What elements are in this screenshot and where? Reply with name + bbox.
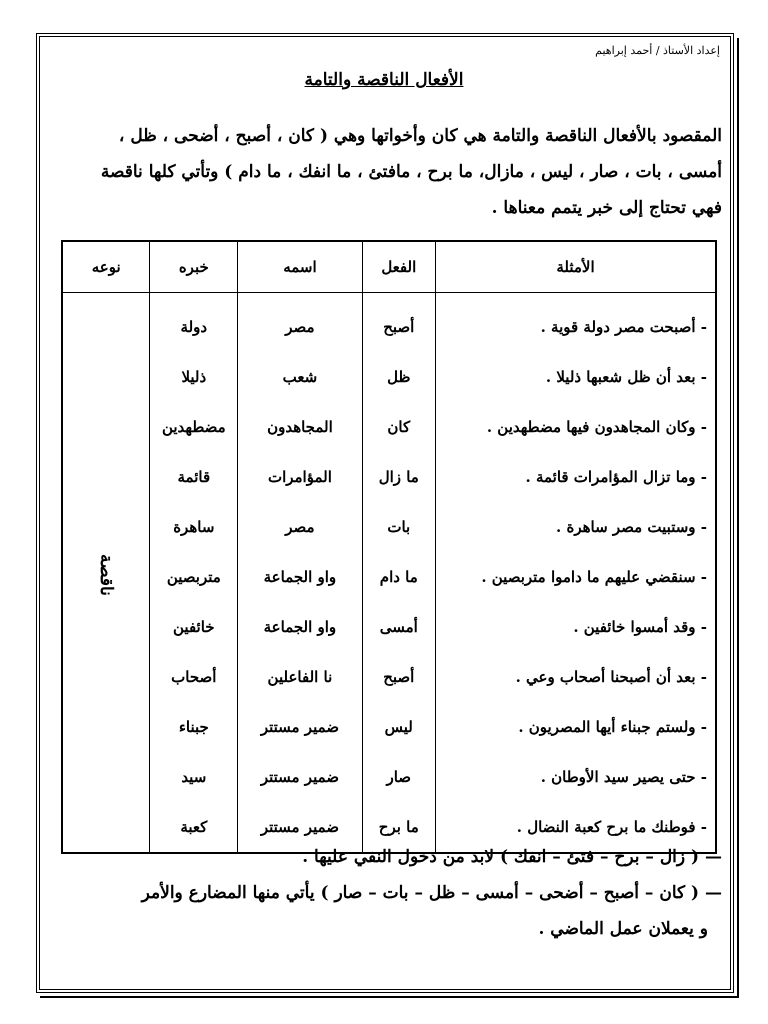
example-cell: - وستبيت مصر ساهرة . <box>435 502 716 552</box>
table-row <box>62 652 716 702</box>
header-examples: الأمثلة <box>435 241 716 293</box>
verb-cell: ما زال <box>362 452 435 502</box>
predicate-cell: متربصين <box>150 552 238 602</box>
note-line-1: — ( زال – برح – فتئ – انفك ) لابد من دخول النفي عليها . <box>302 847 722 867</box>
author-line: إعداد الأستاذ / أحمد إبراهيم <box>595 44 720 57</box>
name-cell: ضمير مستتر <box>238 752 362 802</box>
page-title <box>0 70 768 90</box>
header-verb: الفعل <box>362 241 435 293</box>
intro-line-2: أمسى ، بات ، صار ، ليس ، مازال، ما برح ، مافتئ ، ما انفك ، ما دام ) وتأتي كلها ناقصة <box>100 162 722 182</box>
predicate-cell: ذليلا <box>150 352 238 402</box>
predicate-cell: أصحاب <box>150 652 238 702</box>
example-cell: - سنقضي عليهم ما داموا متربصين . <box>435 552 716 602</box>
note-line-3: و يعملان عمل الماضي . <box>538 919 708 939</box>
note-line-2: — ( كان – أصبح – أضحى – أمسى – ظل – بات – صار ) يأتي منها المضارع والأمر <box>141 883 722 903</box>
name-cell: ضمير مستتر <box>238 702 362 752</box>
table-row <box>62 702 716 752</box>
table-row <box>62 602 716 652</box>
verb-cell: كان <box>362 402 435 452</box>
name-cell: مصر <box>238 293 362 353</box>
example-cell: - وما تزال المؤامرات قائمة . <box>435 452 716 502</box>
table-row <box>62 293 716 353</box>
predicate-cell: قائمة <box>150 452 238 502</box>
page-border-shadow-bottom <box>40 996 738 998</box>
example-cell: - حتى يصير سيد الأوطان . <box>435 752 716 802</box>
intro-line-1: المقصود بالأفعال الناقصة والتامة هي كان وأخواتها وهي ( كان ، أصبح ، أضحى ، ظل ، <box>118 126 722 146</box>
notes-section <box>42 840 722 948</box>
header-type: نوعه <box>62 241 150 293</box>
verb-cell: ظل <box>362 352 435 402</box>
name-cell: ضمير مستتر <box>238 802 362 853</box>
predicate-cell: سيد <box>150 752 238 802</box>
verb-cell: بات <box>362 502 435 552</box>
name-cell: المؤامرات <box>238 452 362 502</box>
example-cell: - بعد أن أصبحنا أصحاب وعي . <box>435 652 716 702</box>
verb-cell: أصبح <box>362 293 435 353</box>
verb-cell: ما برح <box>362 802 435 853</box>
verb-cell: ليس <box>362 702 435 752</box>
verbs-table <box>61 240 717 854</box>
table-row <box>62 402 716 452</box>
name-cell: شعب <box>238 352 362 402</box>
predicate-cell: جبناء <box>150 702 238 752</box>
table-row <box>62 752 716 802</box>
example-cell: - فوطنك ما برح كعبة النضال . <box>435 802 716 853</box>
intro-line-3: فهي تحتاج إلى خبر يتمم معناها . <box>491 198 722 218</box>
name-cell: واو الجماعة <box>238 552 362 602</box>
verb-cell: أصبح <box>362 652 435 702</box>
predicate-cell: خائفين <box>150 602 238 652</box>
header-predicate: خبره <box>150 241 238 293</box>
example-cell: - وقد أمسوا خائفين . <box>435 602 716 652</box>
verb-cell: ما دام <box>362 552 435 602</box>
table-row <box>62 452 716 502</box>
header-name: اسمه <box>238 241 362 293</box>
predicate-cell: ساهرة <box>150 502 238 552</box>
page-border-shadow-right <box>737 38 739 998</box>
type-cell <box>62 293 150 854</box>
name-cell: نا الفاعلين <box>238 652 362 702</box>
table-row <box>62 552 716 602</box>
page-title-text: الأفعال الناقصة والتامة <box>304 70 464 90</box>
verb-cell: أمسى <box>362 602 435 652</box>
name-cell: المجاهدون <box>238 402 362 452</box>
predicate-cell: دولة <box>150 293 238 353</box>
table-header-row <box>62 241 716 293</box>
name-cell: واو الجماعة <box>238 602 362 652</box>
predicate-cell: كعبة <box>150 802 238 853</box>
example-cell: - بعد أن ظل شعبها ذليلا . <box>435 352 716 402</box>
table-row <box>62 502 716 552</box>
example-cell: - ولستم جبناء أيها المصريون . <box>435 702 716 752</box>
name-cell: مصر <box>238 502 362 552</box>
intro-paragraph <box>42 118 722 226</box>
type-value: ناقصة <box>96 554 117 596</box>
verb-cell: صار <box>362 752 435 802</box>
example-cell: - وكان المجاهدون فيها مضطهدين . <box>435 402 716 452</box>
table-row <box>62 352 716 402</box>
predicate-cell: مضطهدين <box>150 402 238 452</box>
example-cell: - أصبحت مصر دولة قوية . <box>435 293 716 353</box>
